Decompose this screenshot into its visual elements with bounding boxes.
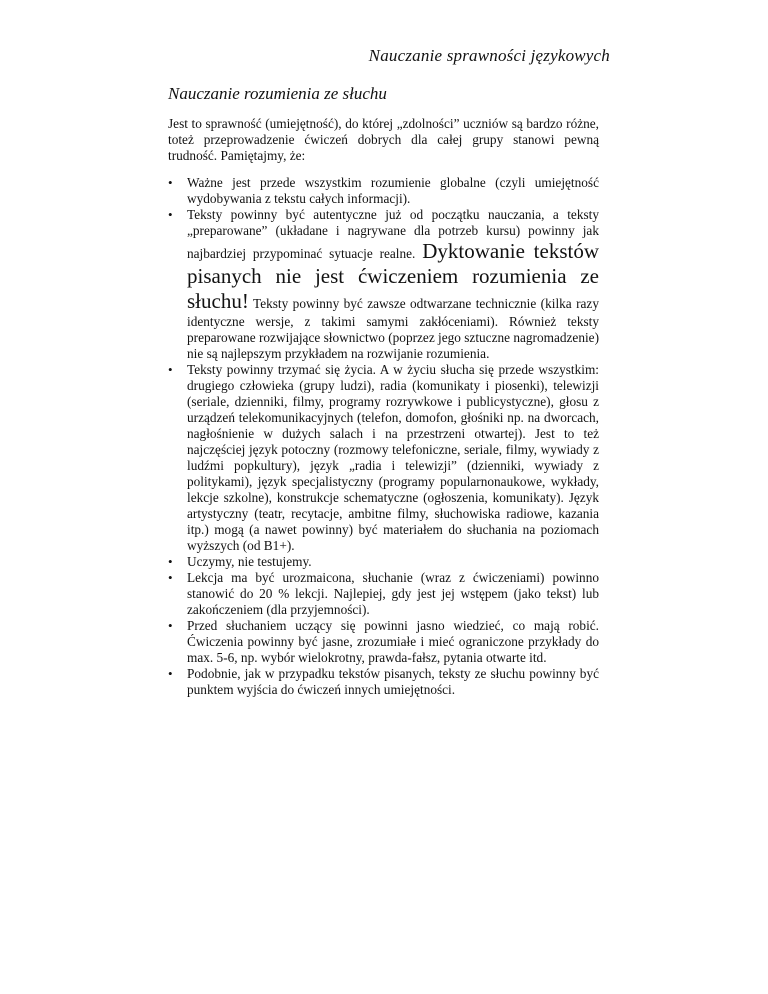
document-body xyxy=(168,116,599,698)
section-title: Nauczanie rozumienia ze słuchu xyxy=(168,84,387,103)
list-item xyxy=(168,570,599,618)
bullet-icon: • xyxy=(168,207,173,222)
list-item xyxy=(168,666,599,698)
list-item-text: Teksty powinny trzymać się życia. A w życiu słucha się przede wszystkim: drugiego człowieka (grupy ludzi), radia (komunikaty i piosenki), telewizji (seriale, dzienniki, filmy, programy rozrywkowe i publicystyczne), głosu z urządzeń telekomunikacyjnych (telefon, domofon, głośniki np. na dworcach, nagłośnienie w dużych salach i na przestrzeni otwartej). Jest to też najczęściej język potoczny (rozmowy telefoniczne, seriale, filmy, wywiady z ludźmi popkultury), język „radia i telewizji” (dzienniki, wywiady z politykami), język specjalistyczny (programy popularnonaukowe, wykłady, lekcje szkolne), konstrukcje schematyczne (ogłoszenia, komunikaty). Język artystyczny (teatr, recytacje, ambitne filmy, słuchowiska radiowe, kazania itp.) mogą (a nawet powinny) być materiałem do słuchania na poziomach wyższych (od B1+). xyxy=(187,362,599,553)
list-item xyxy=(168,175,599,207)
bullet-icon: • xyxy=(168,666,173,681)
list-item xyxy=(168,362,599,554)
list-item xyxy=(168,207,599,362)
list-item-text: Uczymy, nie testujemy. xyxy=(187,554,312,569)
bullet-icon: • xyxy=(168,618,173,633)
list-item-text: Teksty powinny być zawsze odtwarzane technicznie (kilka razy identyczne wersje, z takimi samymi zakłóceniami). Również teksty preparowane rozwijające słownictwo (poprzez jego sztuczne nagromadzenie) nie są najlepszym przykładem na rozwijanie rozumienia. xyxy=(187,296,600,361)
emphasized-text: Dyktowanie tekstów pisanych nie jest ćwiczeniem rozumienia ze słuchu! xyxy=(187,239,599,313)
list-item-text: Podobnie, jak w przypadku tekstów pisanych, teksty ze słuchu powinny być punktem wyjścia do ćwiczeń innych umiejętności. xyxy=(187,666,599,697)
list-item-text: Przed słuchaniem uczący się powinni jasno wiedzieć, co mają robić. Ćwiczenia powinny być jasne, zrozumiałe i mieć ograniczone przykłady do max. 5-6, np. wybór wielokrotny, prawda-fałsz, pytania otwarte itd. xyxy=(187,618,599,665)
bullet-icon: • xyxy=(168,362,173,377)
bullet-icon: • xyxy=(168,570,173,585)
list-item-text: Lekcja ma być urozmaicona, słuchanie (wraz z ćwiczeniami) powinno stanowić do 20 % lekcji. Najlepiej, gdy jest jej wstępem (jako tekst) lub zakończeniem (dla przyjemności). xyxy=(187,570,599,617)
list-item-text: Ważne jest przede wszystkim rozumienie globalne (czyli umiejętność wydobywania z tekstu całych informacji). xyxy=(187,175,599,206)
bullet-icon: • xyxy=(168,554,173,569)
intro-paragraph: Jest to sprawność (umiejętność), do której „zdolności” uczniów są bardzo różne, toteż przeprowadzenie ćwiczeń dobrych dla całej grupy stanowi pewną trudność. Pamiętajmy, że: xyxy=(168,116,599,163)
running-header: Nauczanie sprawności językowych xyxy=(368,46,610,65)
list-item-text: Teksty powinny być autentyczne już od początku nauczania, a teksty „preparowane” (układane i nagrywane dla potrzeb kursu) powinny jak najbardziej przypominać sytuacje realne. xyxy=(187,207,599,261)
bullet-icon: • xyxy=(168,175,173,190)
list-item xyxy=(168,554,599,570)
list-item xyxy=(168,618,599,666)
bullet-list xyxy=(168,175,599,698)
